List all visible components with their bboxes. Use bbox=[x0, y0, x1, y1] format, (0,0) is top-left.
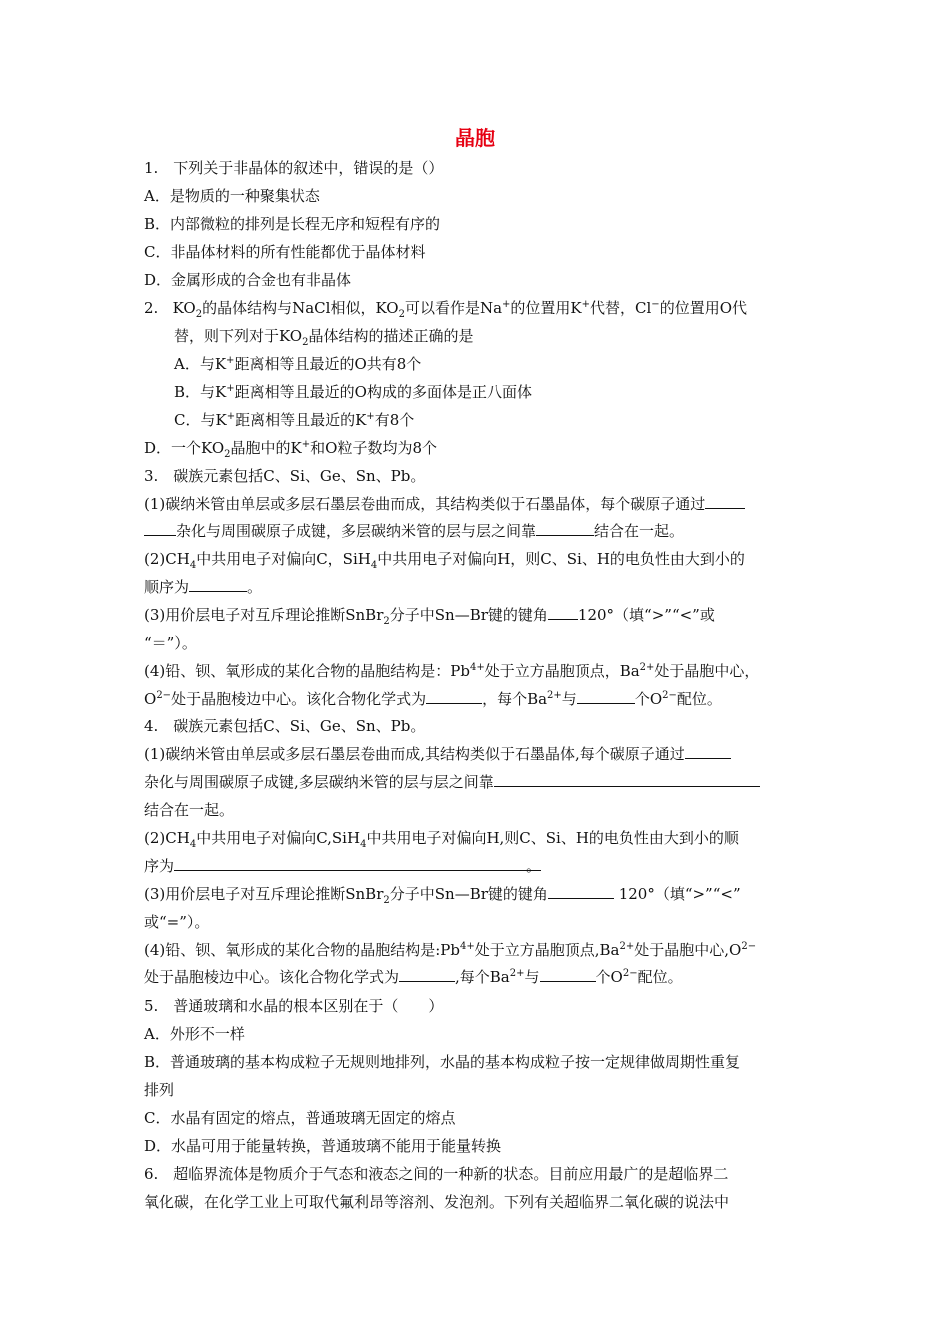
text: 距离相等且最近的O bbox=[234, 355, 367, 373]
text: O bbox=[144, 690, 157, 708]
text: 中共用电子对偏向H,则C、Si、H的电负性由大到小的顺 bbox=[366, 829, 739, 847]
text: 距离相等且最近的K bbox=[235, 411, 367, 429]
text: 配位。 bbox=[637, 968, 683, 986]
question-3-part-3 bbox=[144, 605, 715, 625]
question-5-option-d: D．水晶可用于能量转换，普通玻璃不能用于能量转换 bbox=[144, 1137, 502, 1155]
answer-blank[interactable] bbox=[548, 884, 614, 899]
text: 有8个 bbox=[374, 411, 415, 429]
superscript: 2− bbox=[741, 941, 757, 952]
question-1-option-c: C．非晶体材料的所有性能都优于晶体材料 bbox=[144, 243, 426, 261]
text: A．与K bbox=[174, 355, 227, 373]
answer-blank[interactable] bbox=[426, 689, 482, 704]
answer-blank[interactable] bbox=[494, 772, 760, 787]
text: 代替，Cl bbox=[590, 299, 652, 317]
question-5-option-c: C．水晶有固定的熔点，普通玻璃无固定的熔点 bbox=[144, 1109, 456, 1127]
text: 晶胞中的K bbox=[230, 439, 302, 457]
question-5-option-a: A．外形不一样 bbox=[144, 1025, 245, 1043]
question-5-option-b-line-2: 排列 bbox=[144, 1081, 175, 1099]
question-4-part-2-line-2 bbox=[144, 856, 541, 876]
text: 中共用电子对偏向H，则C、Si、H的电负性由大到小的 bbox=[377, 550, 745, 568]
superscript: 2+ bbox=[639, 662, 655, 673]
text: ,每个Ba bbox=[455, 968, 510, 986]
text: (1)碳纳米管由单层或多层石墨层卷曲而成,其结构类似于石墨晶体,每个碳原子通过 bbox=[144, 745, 685, 763]
question-1-stem: 1. 下列关于非晶体的叙述中，错误的是（） bbox=[144, 159, 444, 177]
superscript: 2− bbox=[156, 690, 172, 701]
subscript: 2 bbox=[302, 337, 309, 348]
text: 晶体结构的描述正确的是 bbox=[308, 327, 474, 345]
text: 顺序为 bbox=[144, 578, 190, 596]
question-number: 2. bbox=[144, 299, 159, 317]
text: 处于晶胞棱边中心。该化合物化学式为 bbox=[171, 690, 427, 708]
question-4-part-1 bbox=[144, 744, 731, 764]
subscript: 2 bbox=[383, 616, 390, 627]
answer-blank[interactable] bbox=[399, 967, 455, 982]
page-title: 晶胞 bbox=[455, 126, 495, 150]
text: 和O bbox=[310, 439, 338, 457]
text: 个O bbox=[595, 968, 623, 986]
text: 分子中Sn—Br键的键角 bbox=[389, 885, 548, 903]
answer-blank[interactable] bbox=[685, 744, 731, 759]
question-4-part-1-line-3: 结合在一起。 bbox=[144, 801, 235, 819]
question-3-part-2 bbox=[144, 549, 745, 569]
text: 。 bbox=[526, 857, 542, 875]
text: 的晶体结构与NaCl相似，KO bbox=[202, 299, 399, 317]
question-3-part-2-line-2 bbox=[144, 577, 262, 597]
subscript: 4 bbox=[370, 560, 378, 571]
text: 杂化与周围碳原子成键，多层碳纳米管的层与层之间靠 bbox=[176, 522, 537, 540]
text: KO bbox=[172, 299, 196, 317]
answer-blank[interactable] bbox=[540, 967, 596, 982]
text: 序为 bbox=[144, 857, 175, 875]
question-4-part-2 bbox=[144, 828, 739, 848]
question-3-part-3-line-2: “＝”）。 bbox=[144, 634, 197, 652]
answer-blank[interactable] bbox=[577, 689, 635, 704]
text: 构成的多面体是正八面体 bbox=[366, 383, 532, 401]
superscript: 4+ bbox=[469, 662, 485, 673]
text: 个O bbox=[634, 690, 663, 708]
text: (3)用价层电子对互斥理论推断SnBr bbox=[144, 606, 384, 624]
text: 的位置用K bbox=[510, 299, 582, 317]
question-2-option-b bbox=[174, 382, 532, 402]
text: 处于立方晶胞顶点,Ba bbox=[474, 941, 620, 959]
question-5-option-b: B．普通玻璃的基本构成粒子无规则地排列，水晶的基本构成粒子按一定规律做周期性重复 bbox=[144, 1053, 741, 1071]
subscript: 4 bbox=[189, 839, 197, 850]
text: 粒子数均为8个 bbox=[337, 439, 437, 457]
text: 分子中Sn—Br键的键角 bbox=[389, 606, 548, 624]
question-3-stem: 3. 碳族元素包括C、Si、Ge、Sn、Pb。 bbox=[144, 467, 426, 485]
text: (4)铅、钡、氧形成的某化合物的晶胞结构是:Pb bbox=[144, 941, 460, 959]
question-1-option-d: D．金属形成的合金也有非晶体 bbox=[144, 271, 352, 289]
superscript: 2+ bbox=[619, 941, 635, 952]
superscript: 2− bbox=[622, 968, 638, 979]
superscript: + bbox=[301, 439, 311, 450]
question-6-stem-line-2: 氧化碳，在化学工业上可取代氟利昂等溶剂、发泡剂。下列有关超临界二氧化碳的说法中 bbox=[144, 1193, 730, 1211]
question-4-part-4 bbox=[144, 940, 756, 960]
text: 。 bbox=[247, 578, 263, 596]
superscript: 2+ bbox=[509, 968, 525, 979]
subscript: 4 bbox=[360, 839, 367, 850]
text: ，每个Ba bbox=[482, 690, 548, 708]
answer-blank[interactable] bbox=[189, 577, 247, 592]
question-2-option-d bbox=[144, 438, 437, 458]
superscript: + bbox=[226, 383, 235, 394]
superscript: − bbox=[651, 299, 660, 310]
answer-blank[interactable] bbox=[174, 856, 526, 871]
text: 替，则下列对于KO bbox=[174, 327, 303, 345]
subscript: 2 bbox=[398, 309, 405, 320]
text: 处于晶胞棱边中心。该化合物化学式为 bbox=[144, 968, 400, 986]
text: (2)CH bbox=[144, 829, 190, 847]
text: (2)CH bbox=[144, 550, 190, 568]
question-2-stem bbox=[144, 298, 747, 318]
question-4-part-3-line-2: 或“=”）。 bbox=[144, 913, 210, 931]
question-3-part-1-line-2 bbox=[144, 521, 684, 541]
question-5-stem: 5. 普通玻璃和水晶的根本区别在于（ ） bbox=[144, 997, 444, 1015]
text: 120°（填“>”“<”或 bbox=[577, 606, 715, 624]
answer-blank[interactable] bbox=[536, 521, 594, 536]
question-3-part-4-line-2 bbox=[144, 689, 722, 709]
text: 可以看作是Na bbox=[404, 299, 503, 317]
question-6-stem: 6. 超临界流体是物质介于气态和液态之间的一种新的状态。目前应用最广的是超临界二 bbox=[144, 1165, 729, 1183]
question-2-stem-line-2 bbox=[174, 326, 474, 346]
superscript: + bbox=[502, 299, 511, 310]
text: B．与K bbox=[174, 383, 227, 401]
question-2-option-c bbox=[174, 410, 414, 430]
text: 处于立方晶胞顶点，Ba bbox=[484, 662, 640, 680]
text: (1)碳纳米管由单层或多层石墨层卷曲而成，其结构类似于石墨晶体，每个碳原子通过 bbox=[144, 495, 706, 513]
subscript: 2 bbox=[195, 309, 203, 320]
text: (4)铅、钡、氧形成的某化合物的晶胞结构是：Pb bbox=[144, 662, 470, 680]
question-1-option-b: B．内部微粒的排列是长程无序和短程有序的 bbox=[144, 215, 441, 233]
subscript: 2 bbox=[224, 449, 231, 460]
superscript: 2+ bbox=[547, 690, 562, 701]
text: 处于晶胞中心,O bbox=[634, 941, 742, 959]
text: 杂化与周围碳原子成键,多层碳纳米管的层与层之间靠 bbox=[144, 773, 494, 791]
question-4-part-4-line-2 bbox=[144, 967, 683, 987]
question-4-part-1-line-2 bbox=[144, 772, 760, 792]
question-2-option-a bbox=[174, 354, 421, 374]
superscript: + bbox=[581, 299, 591, 310]
question-3-part-1 bbox=[144, 494, 745, 514]
subscript: 4 bbox=[189, 560, 197, 571]
answer-blank[interactable] bbox=[144, 521, 176, 536]
text: 与 bbox=[524, 968, 540, 986]
superscript: 2− bbox=[662, 690, 677, 701]
superscript: + bbox=[226, 355, 235, 366]
text: C．与K bbox=[174, 411, 227, 429]
answer-blank[interactable] bbox=[548, 605, 578, 620]
text: 结合在一起。 bbox=[594, 522, 685, 540]
subscript: 2 bbox=[383, 895, 390, 906]
question-1-option-a: A．是物质的一种聚集状态 bbox=[144, 187, 320, 205]
text: 的位置用O bbox=[659, 299, 732, 317]
text: 配位。 bbox=[676, 690, 722, 708]
superscript: + bbox=[366, 411, 375, 422]
text: (3)用价层电子对互斥理论推断SnBr bbox=[144, 885, 384, 903]
text: 代 bbox=[732, 299, 748, 317]
question-4-stem: 4. 碳族元素包括C、Si、Ge、Sn、Pb。 bbox=[144, 717, 426, 735]
answer-blank[interactable] bbox=[705, 494, 745, 509]
superscript: + bbox=[226, 411, 236, 422]
text: 共有8个 bbox=[366, 355, 422, 373]
text: 中共用电子对偏向C，SiH bbox=[196, 550, 371, 568]
text: 120°（填“>”“<” bbox=[618, 885, 741, 903]
text: D．一个KO bbox=[144, 439, 225, 457]
text: 距离相等且最近的O bbox=[234, 383, 367, 401]
superscript: 4+ bbox=[460, 941, 475, 952]
text: 与 bbox=[561, 690, 577, 708]
text: 处于晶胞中心， bbox=[654, 662, 760, 680]
question-4-part-3 bbox=[144, 884, 741, 904]
question-3-part-4 bbox=[144, 661, 759, 681]
text: 中共用电子对偏向C,SiH bbox=[196, 829, 361, 847]
